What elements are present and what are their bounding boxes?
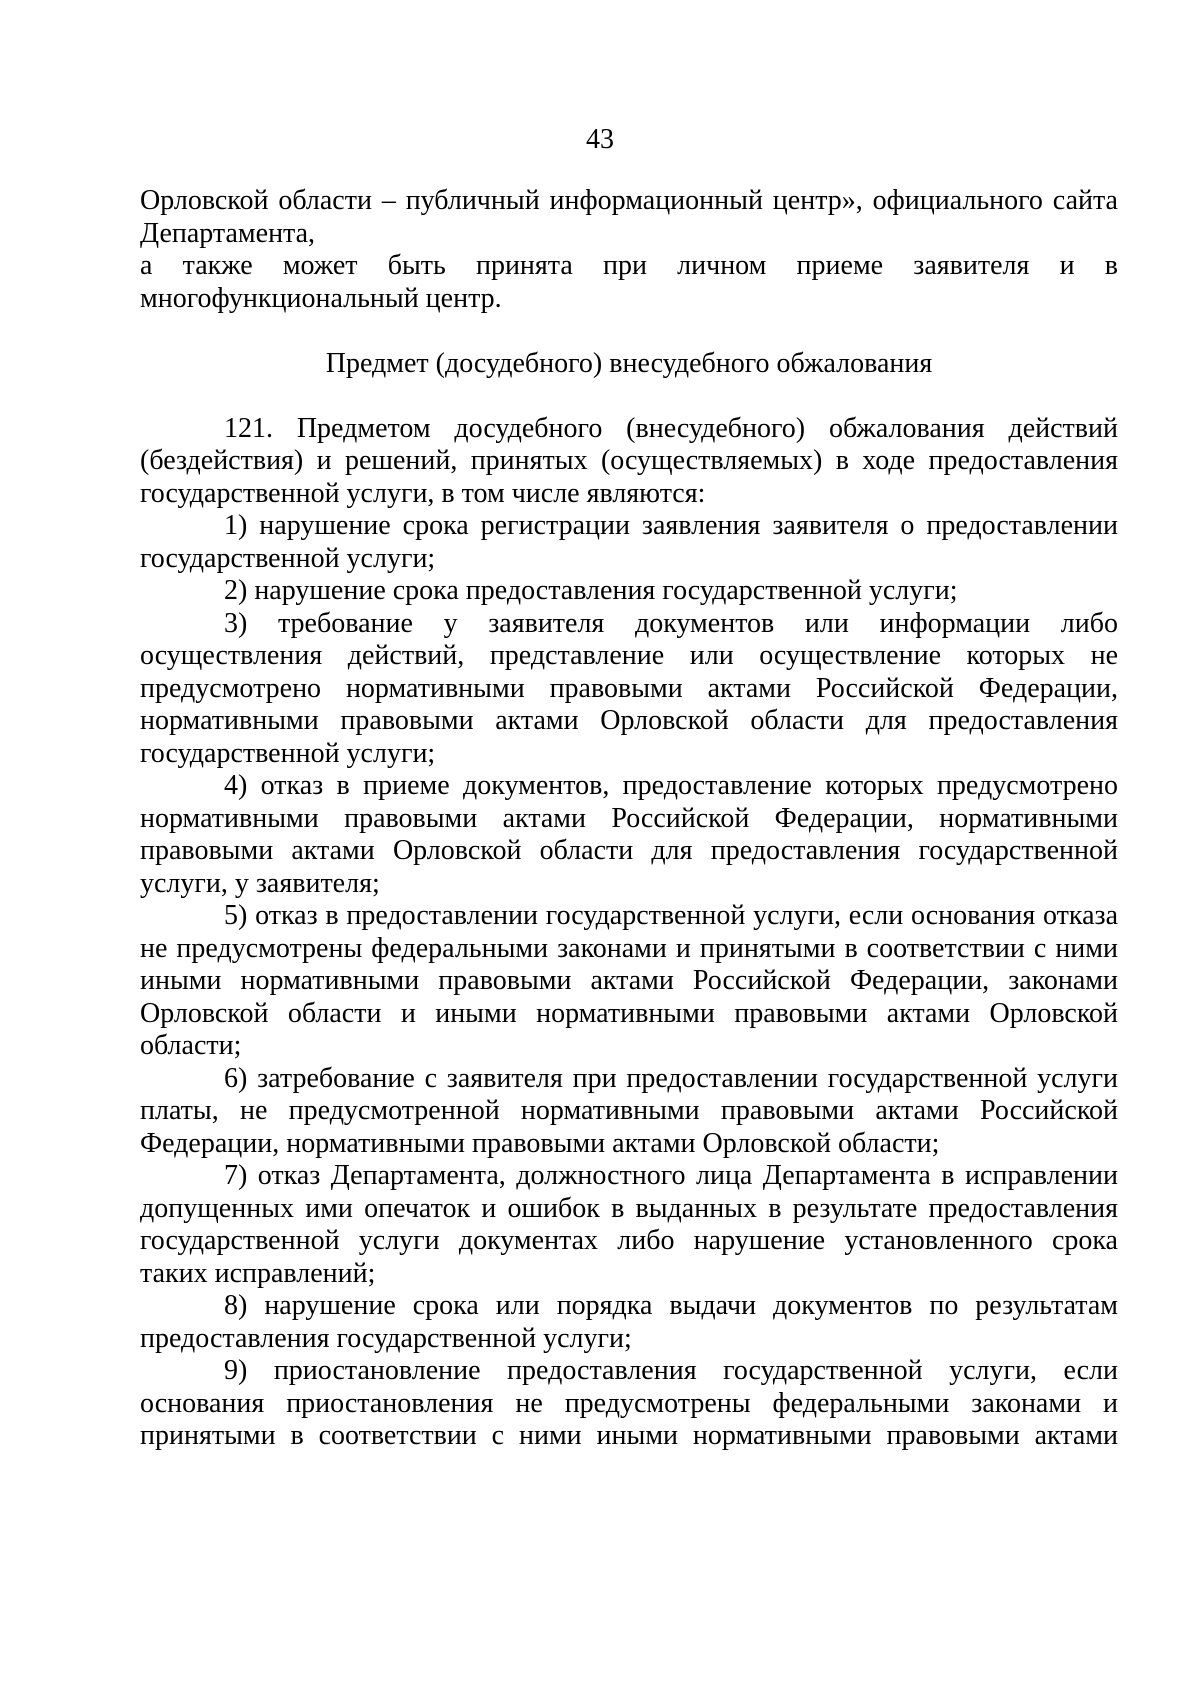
- list-item-7: 7) отказ Департамента, должностного лица Департамента в исправлении допущенных ими опечаток и ошибок в выданных в результате предоставления государственной услуги документах либо нарушение установленного срока таких исправлений;: [140, 1160, 1118, 1289]
- list-item-1: 1) нарушение срока регистрации заявления заявителя о предоставлении государственной услуги;: [140, 510, 1118, 574]
- list-item-2: 2) нарушение срока предоставления государственной услуги;: [224, 575, 958, 606]
- section-heading: Предмет (досудебного) внесудебного обжалования: [325, 347, 933, 379]
- list-item-6: 6) затребование с заявителя при предоставлении государственной услуги платы, не предусмотренной нормативными правовыми актами Российской Федерации, нормативными правовыми актами Орловской области;: [140, 1062, 1118, 1159]
- document-body: [140, 185, 1118, 1453]
- intro-line-1: Орловской области – публичный информационный центр», официального сайта Департамента,: [140, 185, 1118, 249]
- list-item-5: 5) отказ в предоставлении государственной услуги, если основания отказа не предусмотрены федеральными законами и принятыми в соответствии с ними иными нормативными правовыми актами Российской Федерации, законами Орловской области и иными нормативными правовыми актами Орловской области;: [140, 900, 1118, 1061]
- list-item-8: 8) нарушение срока или порядка выдачи документов по результатам предоставления государственной услуги;: [140, 1290, 1118, 1354]
- spacer: [140, 380, 1118, 413]
- list-item-9: 9) приостановление предоставления государственной услуги, если основания приостановления не предусмотрены федеральными законами и принятыми в соответствии с ними иными нормативными правовыми актами: [140, 1355, 1118, 1451]
- spacer: [140, 315, 1118, 348]
- page-number: 43: [586, 124, 614, 155]
- paragraph-121: 121. Предметом досудебного (внесудебного) обжалования действий (бездействия) и решений, принятых (осуществляемых) в ходе предоставления государственной услуги, в том числе являются:: [140, 412, 1118, 509]
- list-item-4: 4) отказ в приеме документов, предоставление которых предусмотрено нормативными правовыми актами Российской Федерации, нормативными правовыми актами Орловской области для предоставления государственной услуги, у заявителя;: [140, 770, 1118, 899]
- intro-line-2: а также может быть принята при личном приеме заявителя и в многофункциональный центр.: [140, 250, 1118, 314]
- list-item-3: 3) требование у заявителя документов или информации либо осуществления действий, представление или осуществление которых не предусмотрено нормативными правовыми актами Российской Федерации, нормативными правовыми актами Орловской области для предоставления государственной услуги;: [140, 607, 1118, 769]
